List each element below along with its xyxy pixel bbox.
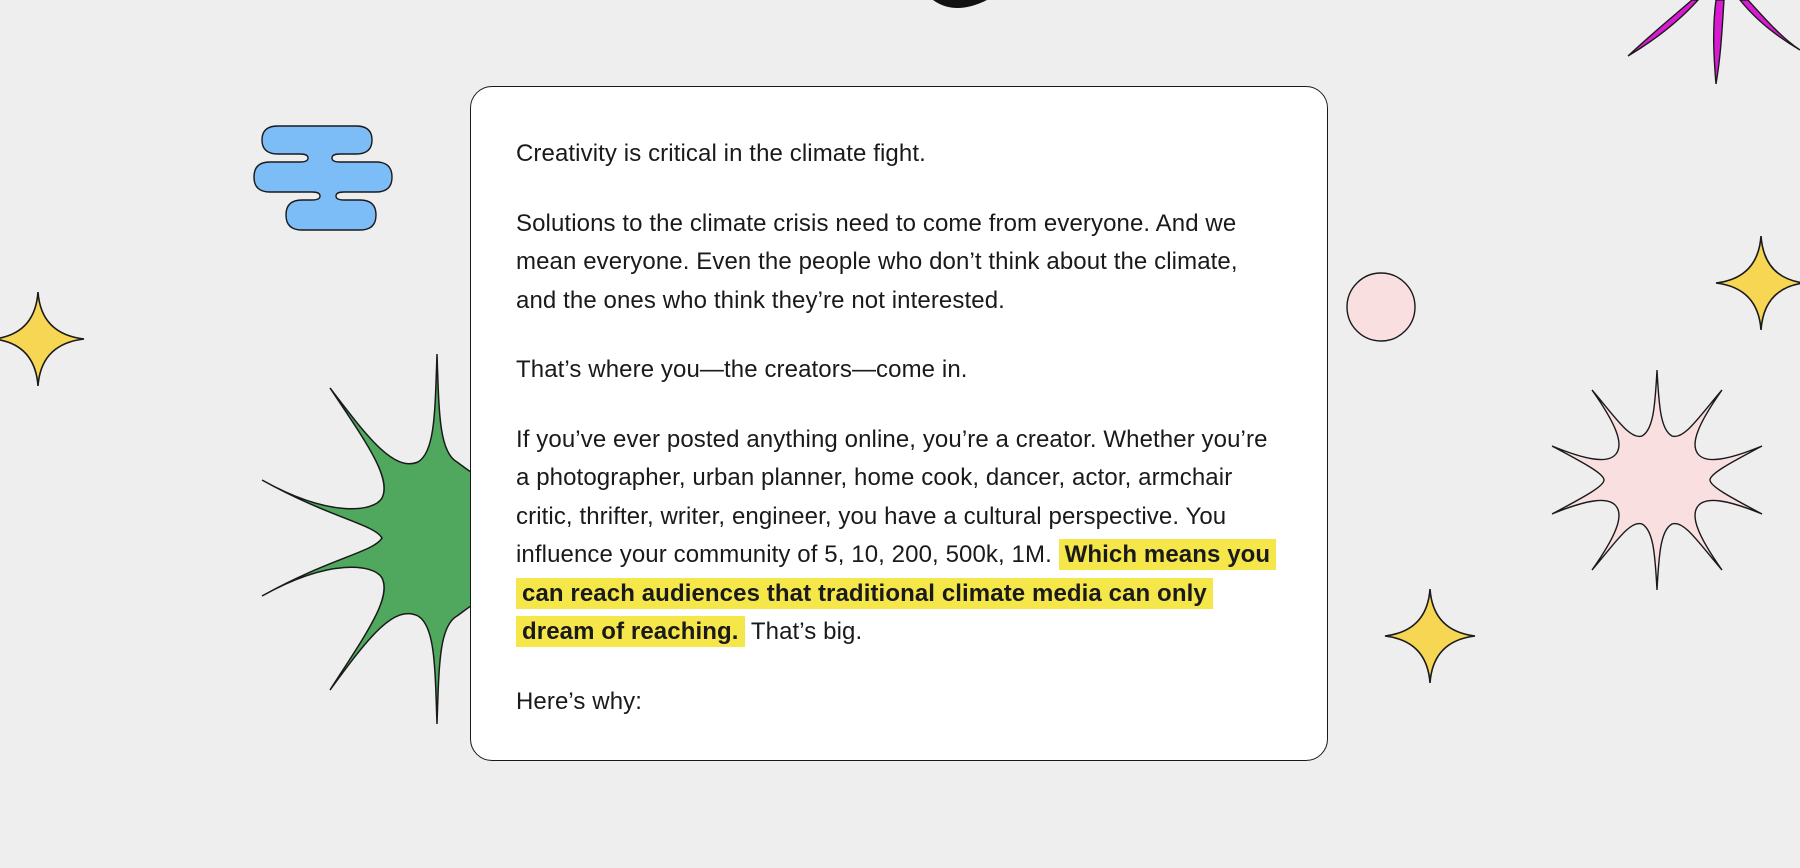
paragraph-intro: Creativity is critical in the climate fight.	[516, 140, 926, 167]
intro-text-card	[470, 86, 1328, 761]
blue-cloud-shape-icon	[252, 122, 396, 246]
pink-circle-icon	[1345, 271, 1417, 343]
pink-starburst-icon	[1548, 368, 1766, 592]
highlighted-statement: Which means you can reach audiences that traditional climate media can only dream of reaching.	[516, 539, 1276, 647]
paragraph-influence	[516, 421, 1283, 652]
yellow-sparkle-icon	[0, 292, 86, 386]
paragraph-influence-text: If you’ve ever posted anything online, you’re a creator. Whether you’re a photographer, urban planner, home cook, dancer, actor, armchair critic, thrifter, writer, engineer, you have a cultural perspective. You influence your community of 5, 10, 200, 500k, 1M.	[516, 425, 1268, 568]
paragraph-heres-why: Here’s why:	[516, 687, 643, 715]
paragraph-creators: That’s where you—the creators—come in.	[516, 356, 968, 383]
paragraph-solutions: Solutions to the climate crisis need to come from everyone. And we mean everyone. Even the people who don’t think about the climate, and the ones who think they’re not interested.	[516, 209, 1238, 314]
magenta-starburst-icon	[1626, 0, 1800, 86]
yellow-sparkle-icon	[1714, 236, 1800, 330]
yellow-sparkle-icon	[1383, 589, 1477, 683]
paragraph-influence-tail: That’s big.	[750, 618, 863, 645]
green-starburst-icon	[258, 352, 480, 726]
black-blob-icon	[925, 0, 995, 12]
